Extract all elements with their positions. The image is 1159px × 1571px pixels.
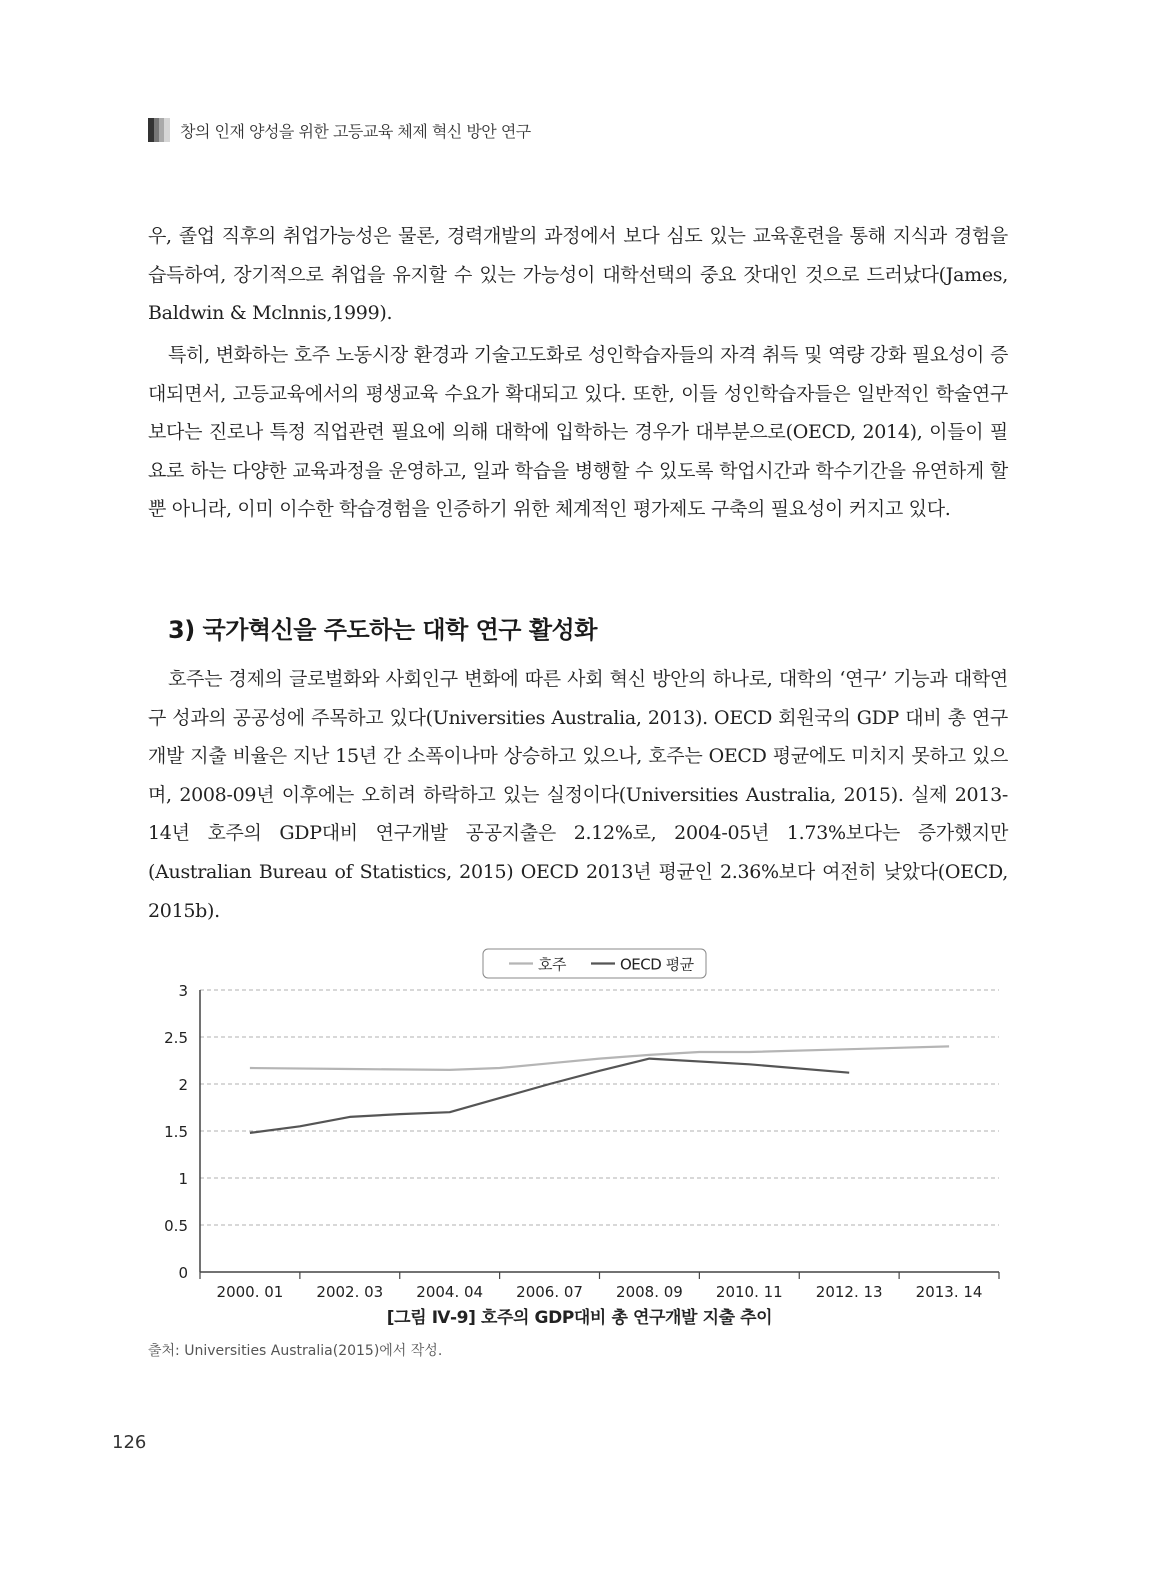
paragraph — [148, 336, 1008, 529]
x-tick-label: 2004. 04 — [416, 1283, 484, 1300]
legend-label: OECD 평균 — [620, 955, 694, 974]
x-tick-label: 2010. 11 — [715, 1283, 783, 1300]
legend-label: 호주 — [538, 955, 566, 974]
paragraph — [148, 660, 1008, 930]
y-tick-label: 2 — [178, 1076, 188, 1094]
chart-svg — [0, 940, 1159, 1300]
paragraph-text: 특히, 변화하는 호주 노동시장 환경과 기술고도화로 성인학습자들의 자격 취득 및 역량 강화 필요성이 증대되면서, 고등교육에서의 평생교육 수요가 확대되고 있다. 또한, 이들 성인학습자들은 일반적인 학술연구보다는 진로나 특정 직업관련 필요에 의해 대학에 입학하는 경우가 대부분으로(OECD, 2014), 이들이 필요로 하는 다양한 교육과정을 운영하고, 일과 학습을 병행할 수 있도록 학업시간과 학수기간을 유연하게 할 뿐 아니라, 이미 이수한 학습경험을 인증하기 위한 체계적인 평가제도 구축의 필요성이 커지고 있다. — [148, 344, 1008, 520]
x-tick-label: 2006. 07 — [516, 1283, 583, 1300]
running-header — [148, 117, 531, 143]
running-header-title: 창의 인재 양성을 위한 고등교육 체제 혁신 방안 연구 — [180, 121, 531, 141]
y-tick-label: 0 — [178, 1264, 188, 1282]
y-tick-label: 3 — [178, 982, 188, 1000]
x-tick-label: 2012. 13 — [815, 1283, 883, 1300]
y-tick-label: 1 — [178, 1170, 188, 1188]
y-tick-label: 1.5 — [164, 1123, 188, 1141]
section-heading: 3) 국가혁신을 주도하는 대학 연구 활성화 — [168, 616, 597, 644]
x-tick-label: 2013. 14 — [915, 1283, 983, 1300]
x-tick-label: 2000. 01 — [216, 1283, 284, 1300]
line-chart — [0, 940, 1159, 1300]
y-tick-label: 0.5 — [164, 1217, 188, 1235]
source-note: 출처: Universities Australia(2015)에서 작성. — [148, 1343, 443, 1359]
x-tick-label: 2002. 03 — [316, 1283, 384, 1300]
header-bar — [164, 118, 170, 142]
y-tick-label: 2.5 — [164, 1029, 188, 1047]
paragraph — [148, 217, 1008, 333]
header-marker-bars — [148, 118, 170, 142]
page-number: 126 — [112, 1432, 147, 1453]
paragraph-text: 호주는 경제의 글로벌화와 사회인구 변화에 따른 사회 혁신 방안의 하나로, 대학의 ‘연구’ 기능과 대학연구 성과의 공공성에 주목하고 있다(Universities Australia, 2013). OECD 회원국의 GDP 대비 총 연구개발 지출 비율은 지난 15년 간 소폭이나마 상승하고 있으나, 호주는 OECD 평균에도 미치지 못하고 있으며, 2008-09년 이후에는 오히려 하락하고 있는 실정이다(Universities Australia, 2015). 실제 2013-14년 호주의 GDP대비 연구개발 공공지출은 2.12%로, 2004-05년 1.73%보다는 증가했지만(Australian Bureau of Statistics, 2015) OECD 2013년 평균인 2.36%보다 여전히 낮았다(OECD, 2015b). — [148, 668, 1008, 922]
figure-caption: [그림 Ⅳ-9] 호주의 GDP대비 총 연구개발 지출 추이 — [386, 1308, 773, 1328]
x-tick-label: 2008. 09 — [616, 1283, 683, 1300]
series-line-1 — [250, 1046, 949, 1070]
paragraph-text: 우, 졸업 직후의 취업가능성은 물론, 경력개발의 과정에서 보다 심도 있는 교육훈련을 통해 지식과 경험을 습득하여, 장기적으로 취업을 유지할 수 있는 가능성이 대학선택의 중요 잣대인 것으로 드러났다(James, Baldwin & Mclnnis,1999). — [148, 225, 1008, 324]
